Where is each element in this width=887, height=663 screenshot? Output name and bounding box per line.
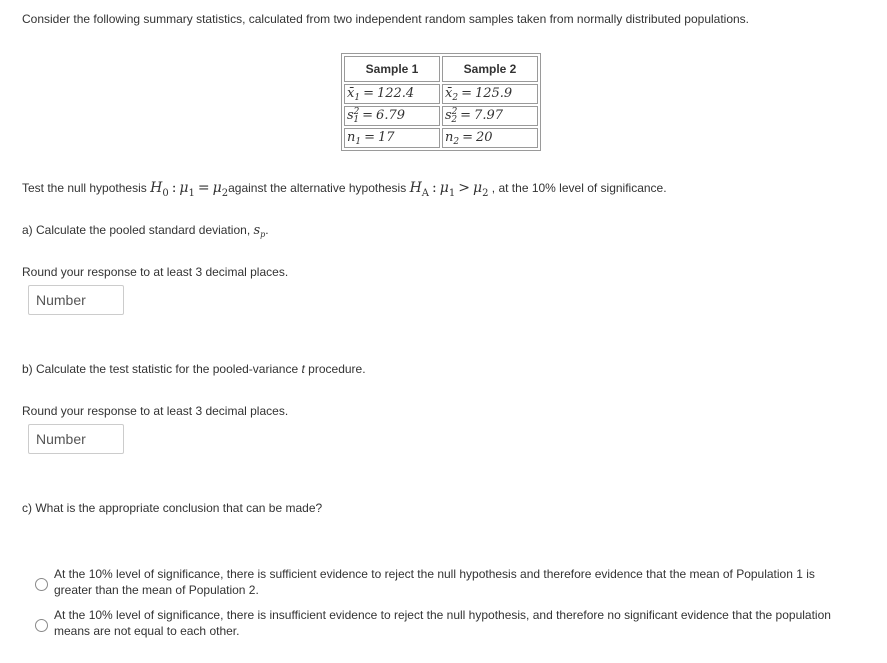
header-sample-1: Sample 1 xyxy=(344,56,440,82)
header-sample-2: Sample 2 xyxy=(442,56,538,82)
pooled-sd-symbol: $s_p$ xyxy=(253,223,266,239)
question-b-suffix: procedure. xyxy=(308,362,366,376)
round-instruction-b: Round your response to at least 3 decimal places. xyxy=(22,404,289,418)
intro-text: Consider the following summary statistics, calculated from two independent random samples taken from normally distributed populations. xyxy=(22,12,750,26)
alternative-hypothesis: $H_A$ : $\mu_1 > \mu_2$ xyxy=(409,180,489,199)
round-instruction-a: Round your response to at least 3 decimal places. xyxy=(22,265,289,279)
conclusion-option-1-label[interactable]: At the 10% level of significance, there is sufficient evidence to reject the null hypothesis and therefore evidence that the mean of Population 1 is greater than the mean of Population 2. xyxy=(54,567,815,597)
hypothesis-prefix: Test the null hypothesis xyxy=(22,181,147,195)
summary-statistics-table xyxy=(341,53,541,151)
sample2-mean: $x̄_2 = 125.9$ xyxy=(442,84,538,104)
question-b-t: t xyxy=(301,362,305,376)
question-b xyxy=(22,362,366,376)
sample1-n: $n_1 = 17$ xyxy=(344,128,440,148)
null-hypothesis: $H_0$ : $\mu_1 = \mu_2$ xyxy=(150,180,229,199)
table-row-variance xyxy=(344,106,538,126)
sample2-n: $n_2 = 20$ xyxy=(442,128,538,148)
hypothesis-statement xyxy=(22,180,667,199)
question-c: c) What is the appropriate conclusion that can be made? xyxy=(22,501,323,515)
conclusion-option-1-radio[interactable] xyxy=(35,578,48,591)
test-statistic-input[interactable] xyxy=(28,424,124,454)
question-a-text: a) Calculate the pooled standard deviation, xyxy=(22,223,251,237)
question-b-prefix: b) Calculate the test statistic for the pooled-variance xyxy=(22,362,299,376)
sample1-variance: $s^2_1 = 6.79$ xyxy=(344,106,440,126)
sample1-mean: $x̄_1 = 122.4$ xyxy=(344,84,440,104)
conclusion-option-2-radio[interactable] xyxy=(35,619,48,632)
hypothesis-middle: against the alternative hypothesis xyxy=(228,181,407,195)
table-row-n xyxy=(344,128,538,148)
hypothesis-suffix: , at the 10% level of significance. xyxy=(491,181,667,195)
conclusion-option-2-label[interactable]: At the 10% level of significance, there is insufficient evidence to reject the null hypothesis, and therefore no significant evidence that the population means are not equal to each other. xyxy=(54,608,831,638)
table-row-mean xyxy=(344,84,538,104)
sample2-variance: $s^2_2 = 7.97$ xyxy=(442,106,538,126)
question-a: a) Calculate the pooled standard deviation, $s_p$. xyxy=(22,223,269,239)
pooled-sd-input[interactable] xyxy=(28,285,124,315)
table-header-row xyxy=(344,56,538,82)
